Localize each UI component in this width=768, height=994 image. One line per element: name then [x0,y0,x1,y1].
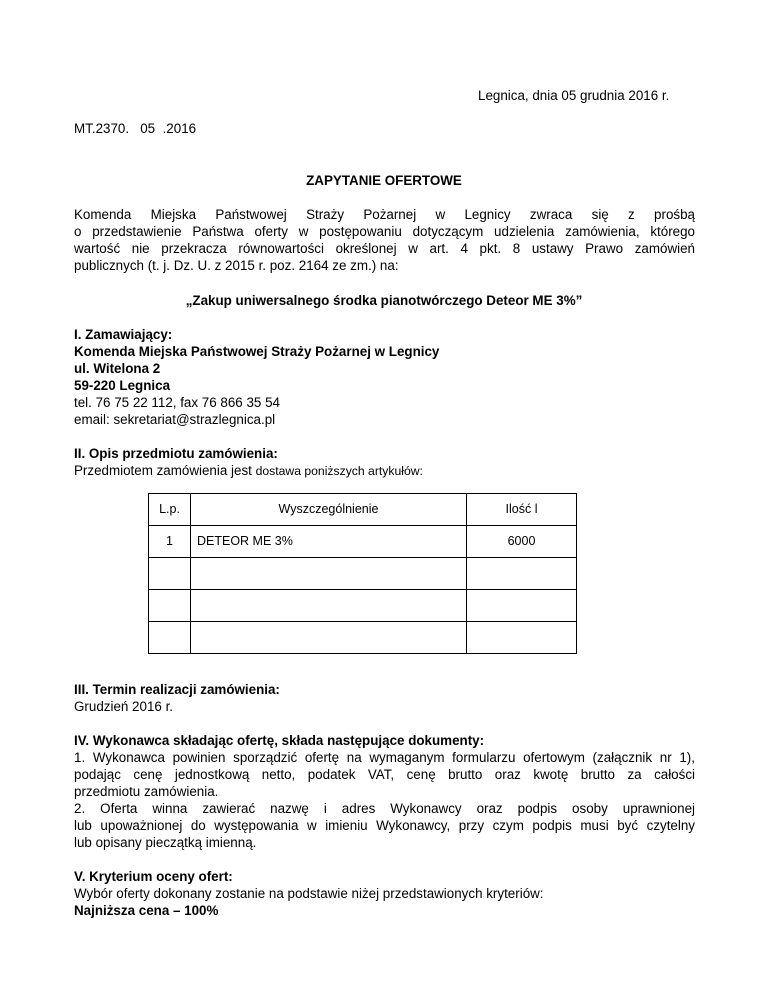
header-quantity: Ilość l [467,494,577,526]
cell-quantity [467,558,577,590]
header-lp: L.p. [149,494,191,526]
section-4-heading: IV. Wykonawca składając ofertę, składa następujące dokumenty: [74,733,485,748]
table-row [149,558,577,590]
intro-line-1: Komenda Miejska Państwowej Straży Pożarnej w Legnicy zwraca się z prośbą [74,207,695,222]
document-title: ZAPYTANIE OFERTOWE [306,173,462,188]
cell-lp [149,558,191,590]
cell-description [191,590,467,622]
section-2-text-b: dostawa poniższych artykułów: [255,464,423,478]
section-2-text-a: Przedmiotem zamówienia jest [74,463,256,478]
section-5-heading: V. Kryterium oceny ofert: [74,869,233,884]
section-4-line-2: podając cenę jednostkową netto, podatek VAT, cenę brutto oraz kwotę brutto za całości [74,767,695,782]
section-3-heading: III. Termin realizacji zamówienia: [74,682,280,697]
table-row [149,622,577,654]
cell-description: DETEOR ME 3% [191,526,467,558]
section-5-text: Wybór oferty dokonany zostanie na podstawie niżej przedstawionych kryteriów: [74,886,544,901]
buyer-city: 59-220 Legnica [74,378,171,393]
section-2-text [74,462,423,480]
section-4-line-5: lub upoważnionej do występowania w imieniu Wykonawcy, przy czym podpis musi być czytelny [74,818,695,833]
cell-lp [149,590,191,622]
buyer-phone: tel. 76 75 22 112, fax 76 866 35 54 [74,395,280,410]
table-header-row [149,494,577,526]
table-row [149,526,577,558]
table-row [149,590,577,622]
header-description: Wyszczególnienie [191,494,467,526]
place-date: Legnica, dnia 05 grudnia 2016 r. [478,88,670,103]
buyer-street: ul. Witelona 2 [74,361,161,376]
section-4-line-1: 1. Wykonawca powinien sporządzić ofertę na wymaganym formularzu ofertowym (załącznik nr 1), [74,750,695,765]
section-3-text: Grudzień 2016 r. [74,699,174,714]
section-5-criterion: Najniższa cena – 100% [74,903,219,918]
order-subject: „Zakup uniwersalnego środka pianotwórczego Deteor ME 3%” [185,293,583,308]
section-4-line-3: przedmiotu zamówienia. [74,784,219,799]
cell-quantity [467,590,577,622]
intro-line-3: wartość nie przekracza równowartości określonej w art. 4 pkt. 8 ustawy Prawo zamówień [74,241,695,256]
section-2-heading: II. Opis przedmiotu zamówienia: [74,446,278,461]
section-4-line-6: lub opisany pieczątką imienną. [74,835,257,850]
cell-lp: 1 [149,526,191,558]
intro-line-2: o przedstawienie Państwa oferty w postępowaniu dotyczącym udzielenia zamówienia, którego [74,224,695,239]
cell-description [191,558,467,590]
section-4-line-4: 2. Oferta winna zawierać nazwę i adres Wykonawcy oraz podpis osoby uprawnionej [74,801,695,816]
cell-quantity: 6000 [467,526,577,558]
cell-quantity [467,622,577,654]
buyer-name: Komenda Miejska Państwowej Straży Pożarnej w Legnicy [74,344,440,359]
cell-lp [149,622,191,654]
intro-line-4: publicznych (t. j. Dz. U. z 2015 r. poz. 2164 ze zm.) na: [74,258,399,273]
cell-description [191,622,467,654]
buyer-email: email: sekretariat@strazlegnica.pl [74,412,276,427]
section-1-heading: I. Zamawiający: [74,327,173,342]
reference-number: MT.2370. 05 .2016 [74,121,197,136]
items-table [148,493,577,654]
